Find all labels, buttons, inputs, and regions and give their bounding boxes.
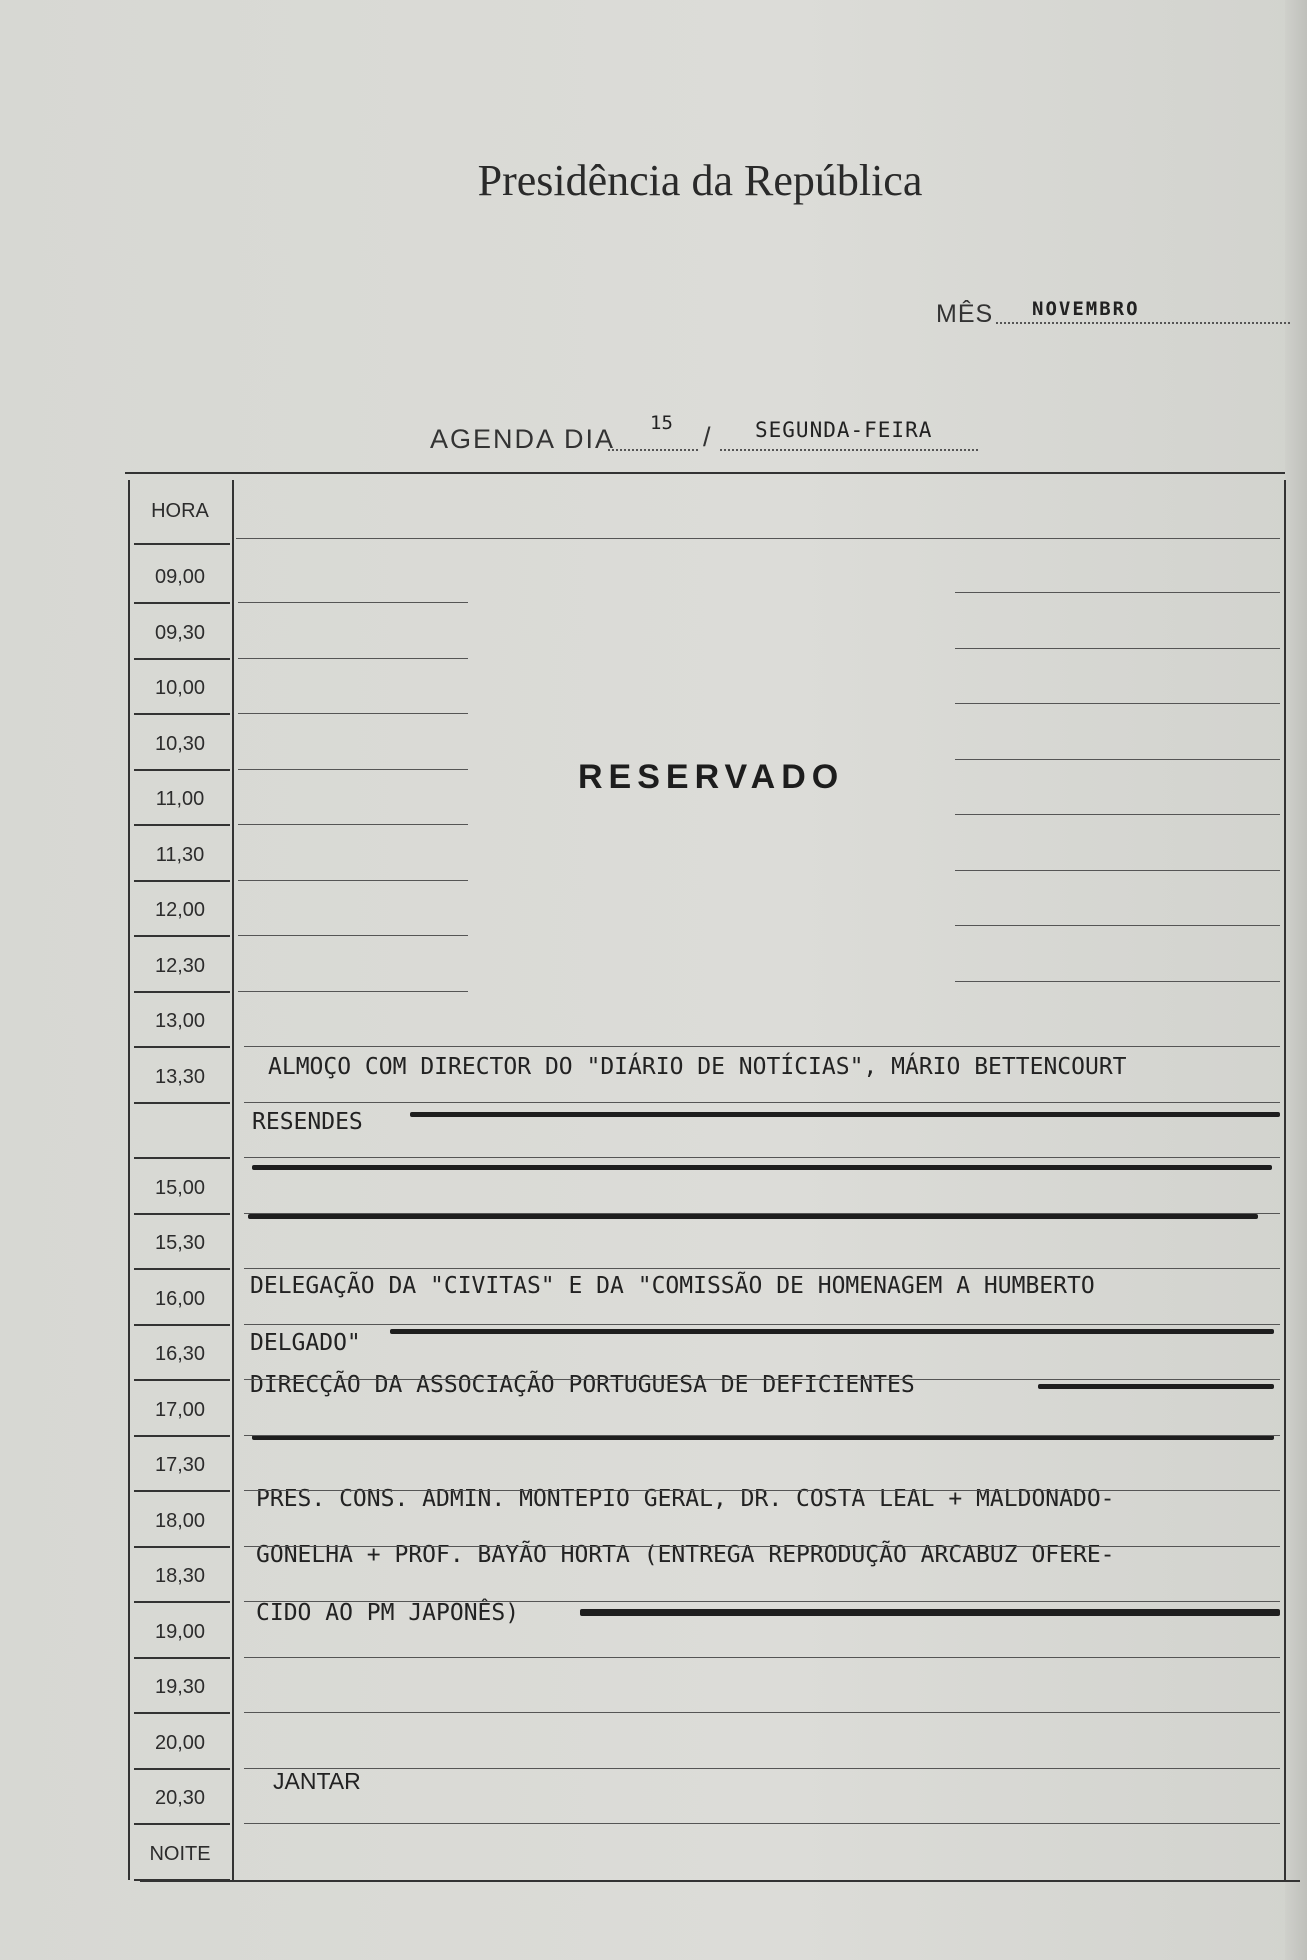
entry-row-line — [244, 1823, 1280, 1824]
page-title: Presidência da República — [477, 156, 923, 205]
dia-value: 15 — [650, 412, 673, 434]
hour-cell: 18,30 — [154, 1565, 206, 1587]
hour-row-line — [134, 1213, 230, 1215]
hour-row-line — [134, 1546, 230, 1548]
table-right-border — [1284, 480, 1286, 1880]
hour-row-line — [134, 991, 230, 993]
entry-row-line — [955, 925, 1280, 926]
entry-row-line — [244, 1490, 1280, 1491]
strike-line-1530 — [248, 1214, 1258, 1219]
hour-cell: 20,30 — [154, 1787, 206, 1809]
table-bottom-rule — [140, 1880, 1300, 1882]
hour-cell: 16,00 — [154, 1287, 206, 1310]
entry-row-line — [955, 981, 1280, 982]
entry-row-line — [244, 1213, 1280, 1214]
hour-cell: 16,30 — [154, 1343, 206, 1365]
hour-cell: 17,00 — [154, 1398, 206, 1421]
entry-jantar: JANTAR — [273, 1768, 361, 1794]
hora-header: HORA — [151, 500, 209, 522]
entry-row-line — [955, 870, 1280, 871]
entry-row-line — [238, 658, 468, 659]
hour-row-line — [134, 1768, 230, 1770]
hour-row-line — [134, 1657, 230, 1659]
entry-row-line — [244, 1601, 1280, 1602]
entry-1900: CIDO AO PM JAPONÊS) — [256, 1600, 520, 1626]
entry-row-line — [238, 713, 468, 714]
entry-row-line — [955, 814, 1280, 815]
hour-row-line — [134, 1324, 230, 1326]
hour-row-line — [134, 1712, 230, 1714]
hour-cell: 13,00 — [154, 1010, 206, 1032]
hour-cell: 10,00 — [154, 677, 206, 699]
hour-row-line — [134, 1879, 230, 1881]
hour-row-line — [134, 1823, 230, 1825]
hour-cell: NOITE — [149, 1842, 211, 1865]
entry-row-line — [244, 1546, 1280, 1547]
table-top-rule — [125, 472, 1285, 474]
table-hour-divider — [232, 480, 234, 1880]
header-row-line — [236, 538, 1280, 539]
hour-cell: 13,30 — [154, 1065, 206, 1088]
hour-row-line — [134, 1490, 230, 1492]
strike-line-1900 — [580, 1609, 1280, 1616]
hour-row-line — [134, 1102, 230, 1104]
hour-cell: 19,00 — [154, 1620, 206, 1643]
hour-cell: 20,00 — [154, 1731, 206, 1754]
hour-cell: 11,00 — [155, 788, 205, 810]
reservado-block: RESERVADO — [578, 758, 845, 796]
entry-row-line — [244, 1102, 1280, 1103]
strike-line-1630 — [390, 1329, 1274, 1334]
hour-cell: 19,30 — [154, 1676, 206, 1698]
hour-cell: 10,30 — [154, 732, 206, 755]
entry-row-line — [955, 648, 1280, 649]
entry-row-line — [244, 1435, 1280, 1436]
mes-label: MÊS — [936, 300, 994, 328]
entry-row-line — [238, 769, 468, 770]
entry-row-line — [955, 759, 1280, 760]
entry-row-line — [238, 880, 468, 881]
hour-row-line — [134, 1435, 230, 1437]
entry-row-line — [955, 703, 1280, 704]
entry-row-line — [238, 991, 468, 992]
entry-row-line — [244, 1657, 1280, 1658]
strike-line-1330 — [410, 1112, 1280, 1117]
hour-cell: 15,00 — [154, 1176, 206, 1199]
hour-row-line — [134, 769, 230, 771]
entry-row-line — [244, 1157, 1280, 1158]
weekday-dotted-line — [720, 449, 978, 451]
hour-cell: 11,30 — [155, 843, 205, 866]
entry-1700: DIRECÇÃO DA ASSOCIAÇÃO PORTUGUESA DE DEFICIENTES — [250, 1372, 915, 1398]
hora-header-line — [134, 543, 230, 545]
entry-row-line — [238, 935, 468, 936]
entry-row-line — [238, 824, 468, 825]
hour-cell: 17,30 — [154, 1454, 206, 1476]
hour-cell: 15,30 — [154, 1232, 206, 1254]
hour-cell: 18,00 — [154, 1509, 206, 1532]
entry-row-line — [955, 592, 1280, 593]
entry-1830: GONELHA + PROF. BAYÃO HORTA (ENTREGA REPRODUÇÃO ARCABUZ OFERE- — [256, 1542, 1115, 1568]
hour-row-line — [134, 935, 230, 937]
hour-row-line — [134, 658, 230, 660]
entry-row-line — [244, 1324, 1280, 1325]
hour-row-line — [134, 1268, 230, 1270]
entry-row-line — [244, 1379, 1280, 1380]
entry-1800: PRES. CONS. ADMIN. MONTEPIO GERAL, DR. COSTA LEAL + MALDONADO- — [256, 1486, 1115, 1512]
date-separator: / — [703, 422, 711, 452]
entry-row-line — [244, 1712, 1280, 1713]
hour-row-line — [134, 1157, 230, 1159]
entry-1630: DELGADO" — [250, 1330, 361, 1356]
hour-row-line — [134, 602, 230, 604]
hour-cell: 12,00 — [154, 899, 206, 921]
weekday-value: SEGUNDA-FEIRA — [755, 418, 933, 442]
strike-line-1500 — [252, 1165, 1272, 1170]
hour-row-line — [134, 1379, 230, 1381]
strike-line-1700 — [1038, 1384, 1274, 1389]
dia-dotted-line — [608, 449, 698, 451]
hour-row-line — [134, 880, 230, 882]
entry-row-line — [244, 1768, 1280, 1769]
entry-row-line — [244, 1268, 1280, 1269]
mes-dotted-line — [996, 322, 1290, 324]
mes-value: NOVEMBRO — [1032, 298, 1140, 320]
agenda-dia-label: AGENDA DIA — [430, 424, 616, 454]
entry-1330: ALMOÇO COM DIRECTOR DO "DIÁRIO DE NOTÍCIAS", MÁRIO BETTENCOURT — [268, 1054, 1127, 1080]
table-left-border — [128, 480, 130, 1880]
entry-row-line — [238, 602, 468, 603]
hour-cell: 09,30 — [154, 621, 206, 644]
hour-cell: 09,00 — [154, 566, 206, 588]
paper-edge — [1285, 0, 1307, 1960]
hour-row-line — [134, 713, 230, 715]
hour-row-line — [134, 1601, 230, 1603]
strike-line-1730 — [252, 1435, 1274, 1440]
entry-row-line — [244, 1046, 1280, 1047]
hour-cell: 12,30 — [154, 954, 206, 977]
hour-row-line — [134, 1046, 230, 1048]
entry-1600: DELEGAÇÃO DA "CIVITAS" E DA "COMISSÃO DE HOMENAGEM A HUMBERTO — [250, 1273, 1095, 1299]
entry-1330-cont: RESENDES — [252, 1109, 363, 1135]
hour-row-line — [134, 824, 230, 826]
